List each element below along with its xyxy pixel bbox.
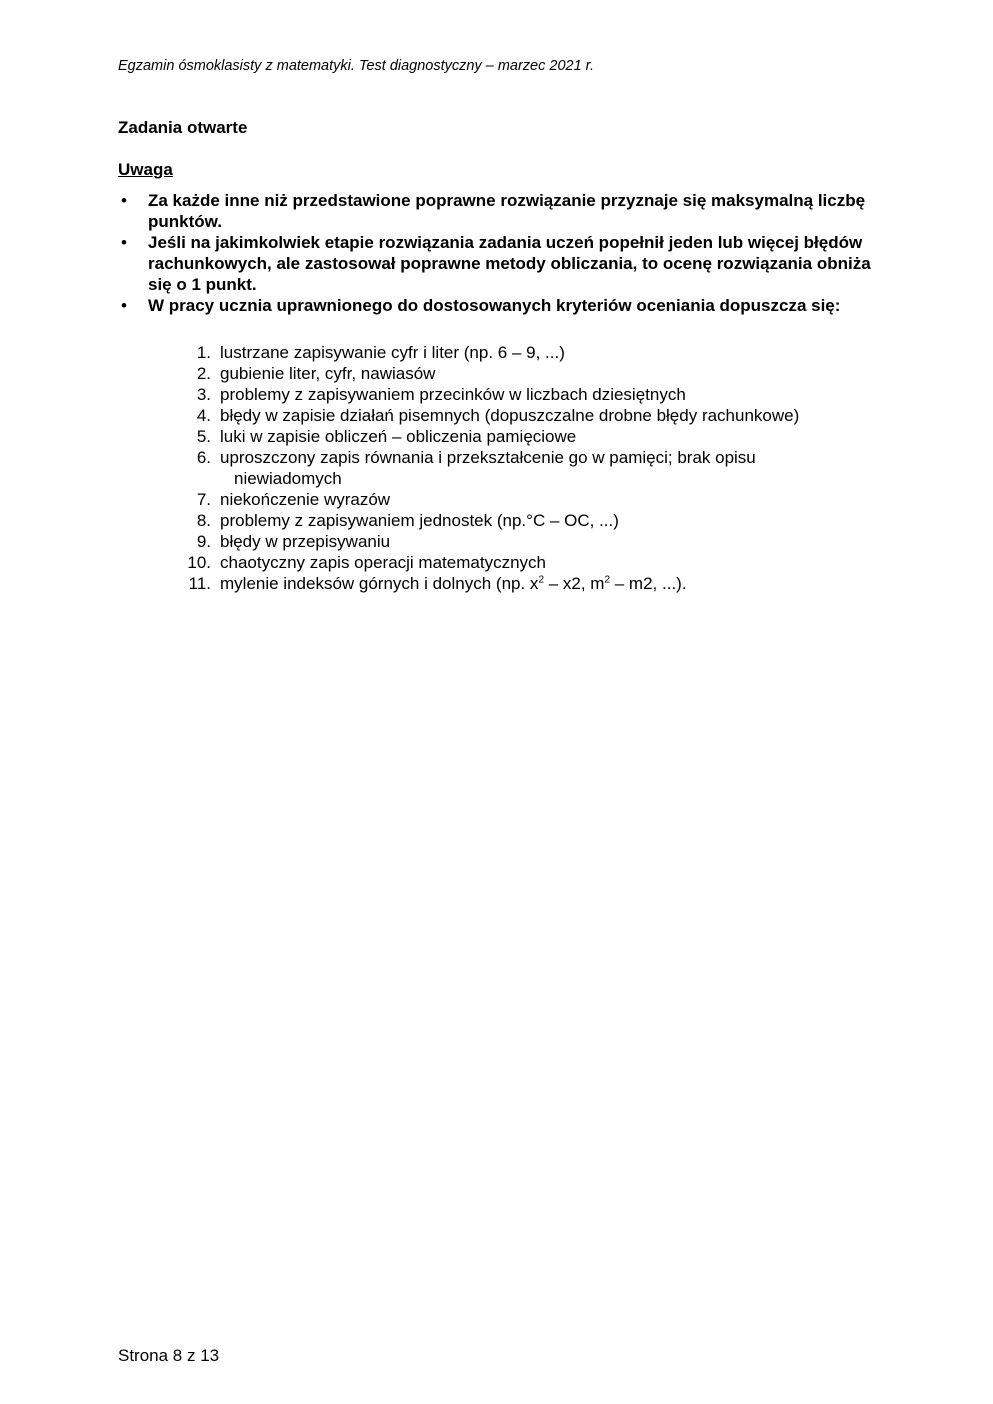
bullet-icon: • xyxy=(121,233,127,252)
note-bullet-list xyxy=(118,190,878,316)
criteria-number: 9. xyxy=(196,532,211,551)
note-heading: Uwaga xyxy=(118,160,173,179)
criteria-number: 10. xyxy=(187,553,211,572)
criteria-number: 7. xyxy=(196,490,211,509)
criteria-text: błędy w przepisywaniu xyxy=(220,532,391,551)
criteria-text: problemy z zapisywaniem jednostek (np.°C – OC, ...) xyxy=(220,511,619,530)
criteria-number: 11. xyxy=(188,574,211,593)
superscript: 2 xyxy=(604,574,611,586)
section-title: Zadania otwarte xyxy=(118,118,248,137)
criteria-text: lustrzane zapisywanie cyfr i liter (np. 6 – 9, ...) xyxy=(220,343,565,362)
criteria-item xyxy=(168,426,868,447)
page-number: Strona 8 z 13 xyxy=(118,1346,220,1365)
note-bullet-text: Za każde inne niż przedstawione poprawne rozwiązanie przyznaje się maksymalną liczbę punktów. xyxy=(148,191,866,231)
criteria-text: błędy w zapisie działań pisemnych (dopuszczalne drobne błędy rachunkowe) xyxy=(220,406,800,425)
criteria-number: 1. xyxy=(196,343,211,362)
criteria-number: 8. xyxy=(196,511,211,530)
criteria-item xyxy=(168,363,868,384)
note-bullet-item xyxy=(118,295,878,316)
criteria-text xyxy=(211,447,868,489)
note-bullet-text: Jeśli na jakimkolwiek etapie rozwiązania zadania uczeń popełnił jeden lub więcej błędów rachunkowych, ale zastosował poprawne metody obliczania, to ocenę rozwiązania obniża się o 1 punkt. xyxy=(148,233,871,294)
criteria-item xyxy=(168,384,868,405)
page-header: Egzamin ósmoklasisty z matematyki. Test diagnostyczny – marzec 2021 r. xyxy=(118,58,595,74)
criteria-item xyxy=(168,342,868,363)
criteria-item xyxy=(168,447,868,489)
criteria-text: niekończenie wyrazów xyxy=(220,490,391,509)
criteria-number: 6. xyxy=(196,448,211,467)
superscript: 2 xyxy=(538,574,544,586)
criteria-number: 3. xyxy=(196,385,211,404)
criteria-number: 5. xyxy=(196,427,211,446)
criteria-text-part: mylenie indeksów górnych i dolnych (np. x xyxy=(220,574,539,593)
criteria-text: problemy z zapisywaniem przecinków w liczbach dziesiętnych xyxy=(220,385,686,404)
criteria-text-part: – x2, m xyxy=(544,574,605,593)
criteria-number: 4. xyxy=(196,406,211,425)
note-bullet-text: W pracy ucznia uprawnionego do dostosowanych kryteriów oceniania dopuszcza się: xyxy=(148,296,841,315)
note-bullet-item xyxy=(118,190,878,232)
criteria-text: luki w zapisie obliczeń – obliczenia pamięciowe xyxy=(220,427,577,446)
criteria-list xyxy=(168,342,868,594)
criteria-number: 2. xyxy=(196,364,211,383)
criteria-item xyxy=(168,489,868,510)
criteria-text-line: uproszczony zapis równania i przekształcenie go w pamięci; brak opisu xyxy=(220,448,756,467)
criteria-text-part: – m2, ...). xyxy=(610,574,687,593)
criteria-text-continuation: niewiadomych xyxy=(234,469,342,488)
bullet-icon: • xyxy=(121,296,127,315)
criteria-item xyxy=(168,573,868,594)
bullet-icon: • xyxy=(121,191,127,210)
note-bullet-item xyxy=(118,232,878,295)
criteria-item xyxy=(168,552,868,573)
criteria-text: gubienie liter, cyfr, nawiasów xyxy=(220,364,436,383)
criteria-item xyxy=(168,405,868,426)
criteria-item xyxy=(168,531,868,552)
criteria-text: chaotyczny zapis operacji matematycznych xyxy=(220,553,546,572)
criteria-item xyxy=(168,510,868,531)
criteria-text xyxy=(211,573,868,594)
